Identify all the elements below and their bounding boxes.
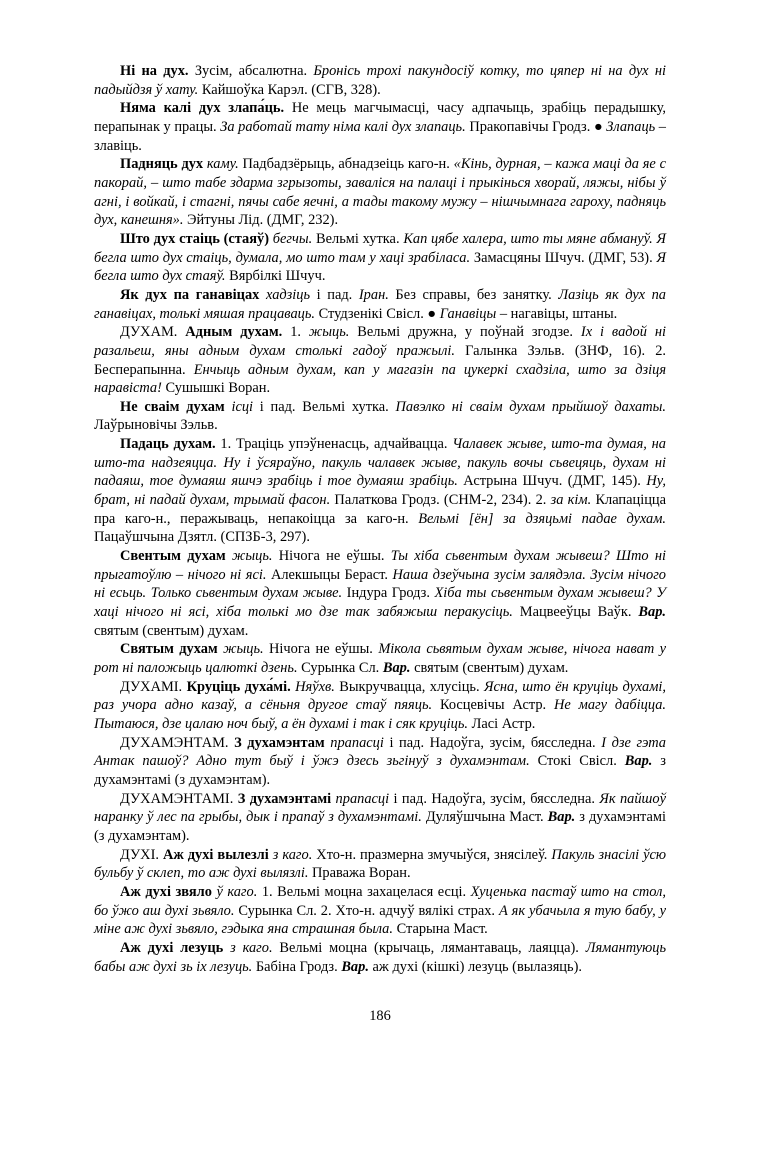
entry-italic-text: Пакуль знасілі ўсю бульбу ў склеп, то аж духі вылязлі. bbox=[94, 846, 666, 882]
entry-text: Вельмі моцна (крычаць, лямантаваць, лаяцца). bbox=[272, 939, 586, 956]
dictionary-entry bbox=[94, 883, 666, 939]
entry-text: Хто-н. празмерна змучыўся, знясілеў. bbox=[312, 846, 552, 863]
entry-italic-text: з каго. bbox=[268, 846, 313, 863]
entry-italic-text: Няўхв. bbox=[290, 678, 335, 695]
entry-headword: Свентым духам bbox=[120, 548, 226, 565]
dictionary-entry bbox=[94, 398, 666, 435]
entry-headword: З духамэнтамі bbox=[237, 790, 332, 807]
entry-headword: Не сваім духам bbox=[120, 398, 225, 415]
entry-headword: Адным духам. bbox=[185, 324, 283, 341]
entry-text: Нічога не еўшы. bbox=[263, 641, 379, 658]
entry-italic-text: Чалавек жыве, што-та думая, на што-та надзеяцца. Ну і ўсяраўно, пакуль чалавек жыве, пакуль вочы сьвецяць, духам ні падаяш, тое думаяш яшчэ зрабіць і тое думаяш зрабіць. bbox=[94, 436, 666, 490]
dictionary-entry bbox=[94, 939, 666, 976]
entry-text: ДУХАМ. bbox=[120, 324, 186, 341]
entry-headword: Аж духі звяло bbox=[120, 883, 212, 900]
entry-text: Косцевічы Астр. bbox=[432, 697, 555, 714]
entry-italic-text: ў каго. bbox=[211, 883, 258, 900]
entry-variant-marker: Вар. bbox=[624, 753, 653, 770]
entry-text: і пад. Надоўга, зусім, бясследна. bbox=[383, 734, 602, 751]
entry-headword: Круціць духа́мі. bbox=[186, 678, 291, 695]
entry-headword: Падняць дух bbox=[120, 156, 204, 173]
dictionary-entry bbox=[94, 323, 666, 398]
entry-text: Выкручвацца, хлусіць. bbox=[334, 678, 485, 695]
entry-italic-text: Ясна, што ён круціць духамі, раз учора адно казаў, а сёньня другое стаў пяяць. bbox=[94, 678, 666, 714]
entry-headword: Што дух стаіць (стаяў) bbox=[120, 230, 270, 247]
entry-headword: Як дух па ганавіцах bbox=[120, 286, 260, 303]
entry-text: Дуляўшчына Маст. bbox=[421, 809, 548, 826]
dictionary-entry bbox=[94, 435, 666, 547]
entry-text: Без справы, без занятку. bbox=[388, 286, 559, 303]
entry-column bbox=[94, 62, 666, 976]
entry-text: ДУХАМЭНТАМІ. bbox=[120, 790, 238, 807]
entry-text: Падбадзёрыць, абнадзеіць каго-н. bbox=[238, 156, 454, 173]
entry-text: Клапаціцца пра каго-н., перажываць, непакоіцца за каго-н. bbox=[94, 492, 667, 527]
entry-italic-text: Лямантуюць бабы аж духі зь іх лезуць. bbox=[94, 939, 666, 975]
entry-italic-text: жыць. bbox=[308, 324, 350, 341]
entry-headword: Аж духі вылезлі bbox=[162, 846, 269, 863]
entry-headword: Няма калі дух злапа́ць. bbox=[120, 100, 285, 117]
entry-text: ДУХАМІ. bbox=[120, 678, 187, 695]
entry-italic-text: Мікола сьвятым духам жыве, нічога нават у рот ні паложыць цалюткі дзень. bbox=[94, 641, 666, 676]
entry-text: Зусім, абсалютна. bbox=[188, 63, 314, 79]
entry-variant-marker: Вар. bbox=[547, 809, 576, 826]
entry-text: Мацвееўцы Ваўк. bbox=[512, 604, 639, 621]
entry-text: Замасцяны Шчуч. (ДМГ, 53). bbox=[470, 249, 657, 266]
entry-text: Сушышкі Воран. bbox=[161, 380, 271, 397]
entry-headword: Ні на дух. bbox=[120, 63, 189, 79]
entry-headword: З духамэнтам bbox=[234, 734, 325, 751]
entry-text: ДУХАМЭНТАМ. bbox=[120, 734, 235, 751]
entry-text: ДУХІ. bbox=[120, 846, 163, 863]
dictionary-entry bbox=[94, 547, 666, 640]
entry-text: Эйтуны Лід. (ДМГ, 232). bbox=[183, 212, 339, 229]
entry-italic-text: Лазіць як дух па ганавіцах, толькі мяшая працаваць. bbox=[94, 286, 666, 322]
entry-italic-text: Іх і вадой ні разальеш, яны адным духам столькі гадоў пражылі. bbox=[94, 324, 666, 359]
dictionary-entry bbox=[94, 846, 666, 883]
entry-italic-text: жыць. bbox=[225, 548, 273, 565]
entry-italic-text: А як убачыла я тую бабу, у міне аж духі зьвяло, гэдыка яна страшная была. bbox=[94, 902, 666, 938]
entry-italic-text: Вельмі [ён] за дзяцьмі падае духам. bbox=[418, 510, 666, 527]
entry-italic-text: прапасці bbox=[331, 790, 390, 807]
entry-text: Галынка Зэльв. (ЗНФ, 16). 2. Бесперапынна. bbox=[94, 342, 667, 378]
dictionary-entry bbox=[94, 286, 666, 323]
entry-text: і пад. Вельмі хутка. bbox=[253, 398, 396, 415]
entry-text: Лаўрыновічы Зэльв. bbox=[94, 417, 218, 434]
entry-text: з духамэнтамі (з духамэнтам). bbox=[94, 809, 666, 844]
entry-italic-text: Злапаць bbox=[606, 118, 656, 135]
entry-text: Студзенікі Свісл. ● bbox=[314, 305, 440, 322]
entry-italic-text: Іран. bbox=[358, 286, 389, 303]
dictionary-entry bbox=[94, 99, 666, 155]
entry-headword: Аж духі лезуць bbox=[120, 939, 224, 956]
entry-text: з духамэнтамі (з духамэнтам). bbox=[94, 753, 666, 788]
dictionary-entry bbox=[94, 678, 666, 734]
entry-italic-text: хадзіць bbox=[259, 286, 311, 303]
entry-headword: Падаць духам. bbox=[120, 436, 216, 453]
entry-italic-text: Як пайшоў наранку ў лес па грыбы, дык і прапаў з духамэнтамі. bbox=[94, 790, 666, 826]
entry-text: – нагавіцы, штаны. bbox=[496, 305, 618, 322]
entry-italic-text: Павэлко ні сваім духам прыйшоў дахаты. bbox=[395, 398, 666, 415]
entry-italic-text: Ну, брат, ні падай духам, трымай фасон. bbox=[94, 473, 666, 509]
entry-italic-text: каму. bbox=[203, 156, 239, 173]
entry-text: святым (свентым) духам. bbox=[94, 622, 249, 639]
entry-text: – злавіць. bbox=[94, 118, 666, 154]
entry-italic-text: з каго. bbox=[223, 939, 273, 956]
entry-text: Палаткова Гродз. (СНМ-2, 234). 2. bbox=[330, 492, 551, 509]
entry-italic-text: «Кінь, дурная, – кажа маці да яе с пакорай, – што табе здарма згрызоты, заваліся на палаці і прыкінься хворай, ляжы, нібы ў агні, і войкай, і стагні, пячы сабе яечні, а тады такому мужу – нішчымнага гароху, падняць дух, канешня». bbox=[94, 156, 666, 229]
entry-italic-text: Кап цябе халера, што ты мяне абмануў. Я бегла што дух стаіць, думала, мо што там у хаці зрабілаcа. bbox=[94, 230, 666, 266]
entry-variant-marker: Вар. bbox=[638, 604, 666, 621]
entry-text: Не мець магчымасці, часу адпачыць, зрабіць перадышку, перапынак у працы. bbox=[94, 100, 666, 135]
entry-text: Вярбілкі Шчуч. bbox=[225, 268, 326, 285]
entry-text: Астрына Шчуч. (ДМГ, 145). bbox=[457, 473, 647, 490]
dictionary-entry bbox=[94, 62, 666, 99]
entry-text: Вельмі хутка. bbox=[312, 230, 404, 247]
entry-text: аж духі (кішкі) лезуць (вылазяць). bbox=[368, 958, 582, 975]
entry-text: 1. Вельмі моцна захацелася есці. bbox=[257, 883, 471, 900]
entry-text: Індура Гродз. bbox=[342, 585, 435, 602]
entry-text: Вельмі дружна, у поўнай згодзе. bbox=[349, 324, 581, 341]
entry-text: Бабіна Гродз. bbox=[252, 958, 342, 975]
entry-variant-marker: Вар. bbox=[341, 958, 369, 975]
entry-italic-text: Наша дзеўчына зусім залядэла. Зусім нічого ні есьць. Только сьвентым духам жыве. bbox=[94, 566, 667, 602]
entry-text: Нічога не еўшы. bbox=[272, 548, 391, 565]
entry-text: і пад. bbox=[310, 286, 359, 303]
dictionary-entry bbox=[94, 790, 666, 846]
entry-italic-text: Бронісь трохі пакундосіў котку, то цяпер ні на дух ні падыйдзя ў хату. bbox=[94, 63, 666, 98]
entry-italic-text: Хуценька пастаў што на стол, бо ўжо аш духі зьвяло. bbox=[94, 883, 666, 919]
entry-italic-text: прапасці bbox=[324, 734, 384, 751]
entry-text: 1. bbox=[282, 324, 309, 341]
entry-text: Алекшыцы Бераст. bbox=[266, 566, 393, 583]
entry-text: Кайшоўка Карэл. (СГВ, 328). bbox=[198, 81, 381, 98]
entry-text: Пацаўшчына Дзятл. (СПЗБ-3, 297). bbox=[94, 529, 310, 546]
entry-text: Праважа Воран. bbox=[308, 865, 411, 882]
entry-text: 1. Траціць упэўненасць, адчайвацца. bbox=[215, 436, 453, 453]
entry-italic-text: Енчыць адным духам, кап у магазін па цукеркі схадзіла, што за дзіця наравіста! bbox=[94, 361, 667, 397]
page-number: 186 bbox=[369, 1008, 391, 1024]
dictionary-entry bbox=[94, 230, 666, 286]
entry-italic-text: Не магу дабіцца. Пытаюся, дзе цалаю ноч быў, а ён духамі і так і сяк круціць. bbox=[94, 697, 666, 732]
entry-italic-text: Хіба ты сьвентым духам жывеш? У хаці нічого ні ясі, хіба толькі мо дзе так забяжыш перакусіць. bbox=[94, 585, 666, 621]
dictionary-entry bbox=[94, 640, 666, 677]
entry-text: і пад. Надоўга, зусім, бясследна. bbox=[389, 790, 600, 807]
entry-text: Пракопавічы Гродз. ● bbox=[465, 118, 607, 135]
entry-italic-text: Я бегла што дух стаяў. bbox=[94, 249, 666, 285]
entry-italic-text: Ты хіба сьвентым духам жывеш? Што ні прыгатоўлю – нічого ні ясі. bbox=[94, 548, 666, 583]
entry-text: Ласі Астр. bbox=[467, 715, 536, 732]
dictionary-entry bbox=[94, 155, 666, 230]
entry-italic-text: За работай тату німа калі дух злапаць. bbox=[220, 118, 466, 135]
entry-text: Старына Маст. bbox=[392, 921, 488, 938]
dictionary-entry bbox=[94, 734, 666, 790]
entry-italic-text: за кім. bbox=[550, 492, 592, 509]
entry-headword: Святым духам bbox=[120, 641, 218, 658]
entry-text: Сурынка Сл. bbox=[297, 660, 383, 676]
entry-text: Сурынка Сл. 2. Хто-н. адчуў вялікі страх. bbox=[234, 902, 499, 919]
entry-italic-text: І дзе гэта Антак пашоў? Адно тут быў і ўжэ дзесь зьгінуў з духамэнтам. bbox=[94, 734, 666, 770]
entry-text: святым (свентым) духам. bbox=[410, 660, 569, 676]
entry-italic-text: Ганавіцы bbox=[439, 305, 497, 322]
entry-variant-marker: Вар. bbox=[382, 660, 411, 676]
entry-text: Стокі Свісл. bbox=[529, 753, 625, 770]
entry-italic-text: жыць. bbox=[217, 641, 264, 658]
entry-italic-text: бегчы. bbox=[269, 230, 313, 247]
entry-italic-text: ісці bbox=[224, 398, 254, 415]
